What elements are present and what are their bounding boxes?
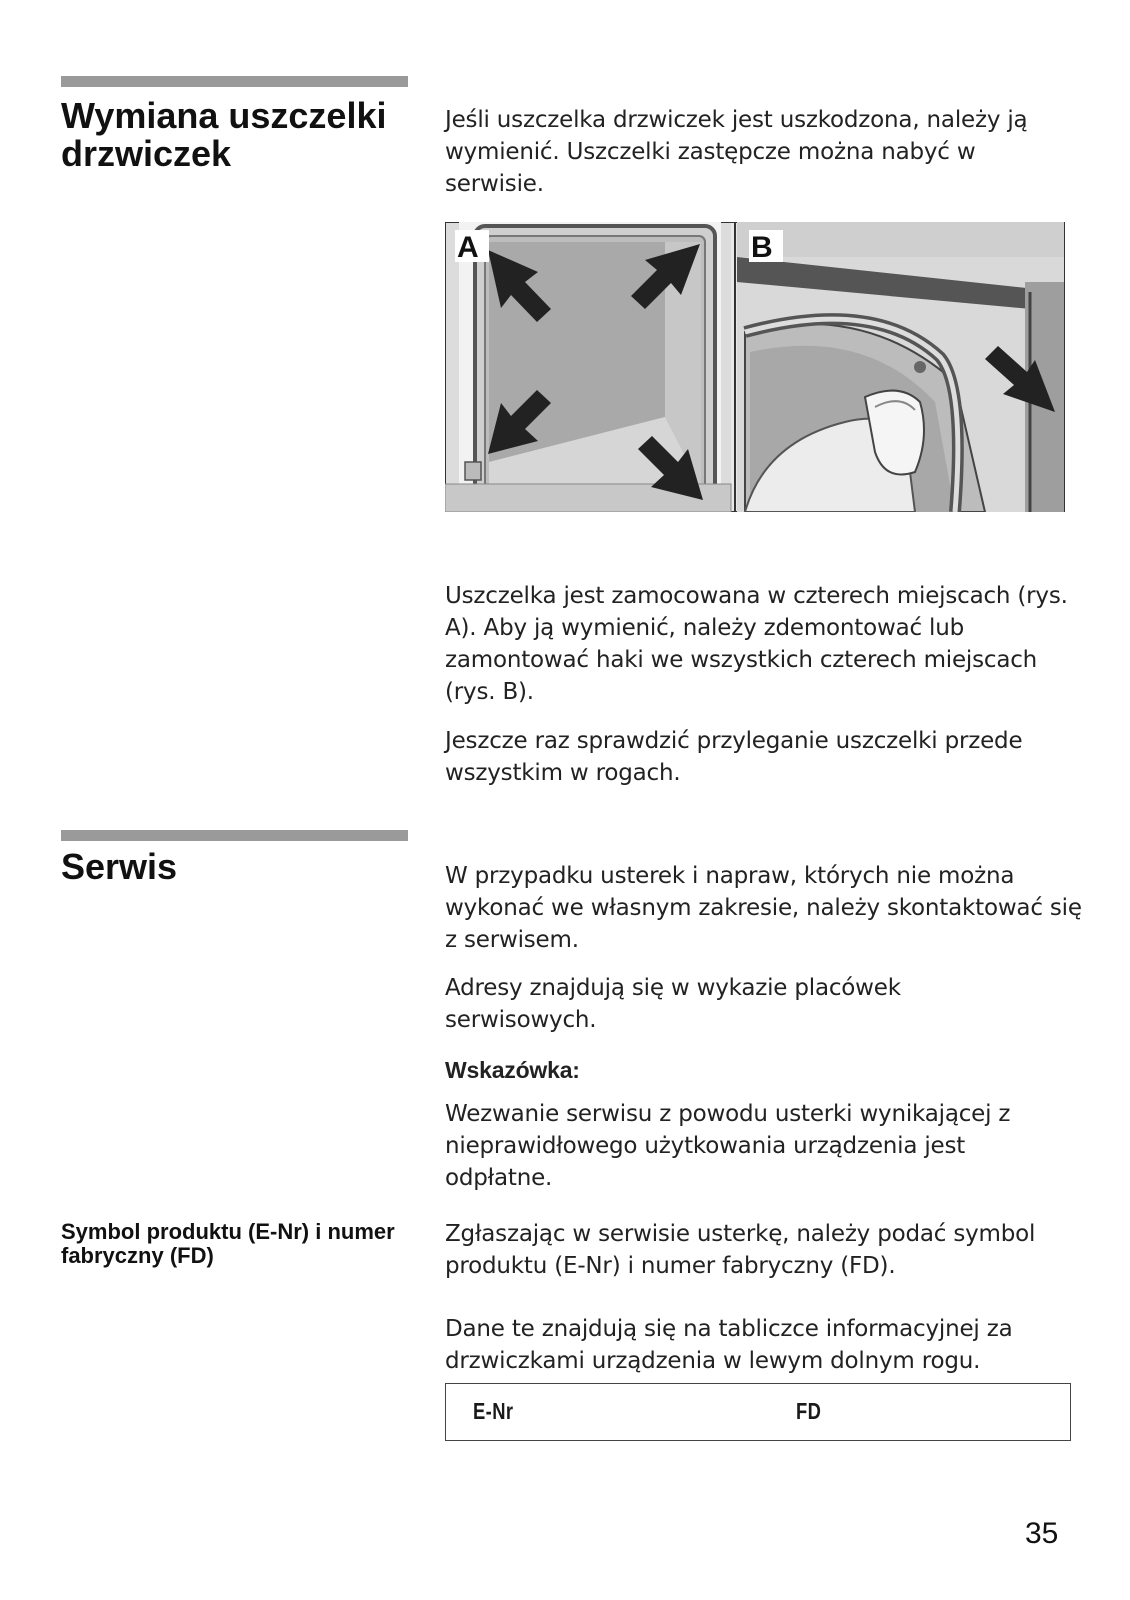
- heading-door-seal: Wymiana uszczelki drzwiczek: [61, 95, 387, 174]
- heading-service: Serwis: [61, 846, 178, 887]
- note-label: Wskazówka:: [445, 1057, 580, 1083]
- panel-b: [737, 222, 1064, 512]
- panel-b-label: B: [751, 231, 773, 264]
- service-paragraph-2: Adresy znajdują się w wykazie placówek serwisowych.: [445, 975, 901, 1033]
- fd-label: FD: [796, 1398, 822, 1424]
- rating-plate-table: [445, 1383, 1071, 1441]
- panel-a: [445, 222, 731, 512]
- section-rule-1: [61, 76, 408, 87]
- section-rule-2: [61, 830, 408, 841]
- door-seal-figure: [445, 222, 1065, 512]
- intro-paragraph: Jeśli uszczelka drzwiczek jest uszkodzona, należy ją wymienić. Uszczelki zastępcze można nabyć w serwisie.: [445, 107, 1028, 197]
- panel-a-label: A: [457, 231, 479, 264]
- seal-paragraph-2: Uszczelka jest zamocowana w czterech miejscach (rys. A). Aby ją wymienić, należy zdemontować lub zamontować haki we wszystkich czterech miejscach (rys. B).: [445, 583, 1068, 705]
- heading-product-symbol: Symbol produktu (E-Nr) i numer fabryczny (FD): [61, 1219, 395, 1268]
- product-paragraph-2: Dane te znajdują się na tabliczce informacyjnej za drzwiczkami urządzenia w lewym dolnym rogu.: [445, 1316, 1013, 1374]
- service-paragraph-1: W przypadku usterek i napraw, których nie można wykonać we własnym zakresie, należy skontaktować się z serwisem.: [445, 863, 1082, 953]
- enr-label: E-Nr: [473, 1398, 514, 1424]
- seal-paragraph-3: Jeszcze raz sprawdzić przyleganie uszczelki przede wszystkim w rogach.: [445, 728, 1023, 786]
- page-number: 35: [1025, 1517, 1059, 1550]
- note-text: Wezwanie serwisu z powodu usterki wynikającej z nieprawidłowego użytkowania urządzenia jest odpłatne.: [445, 1101, 1011, 1191]
- product-paragraph-1: Zgłaszając w serwisie usterkę, należy podać symbol produktu (E-Nr) i numer fabryczny (FD).: [445, 1221, 1036, 1279]
